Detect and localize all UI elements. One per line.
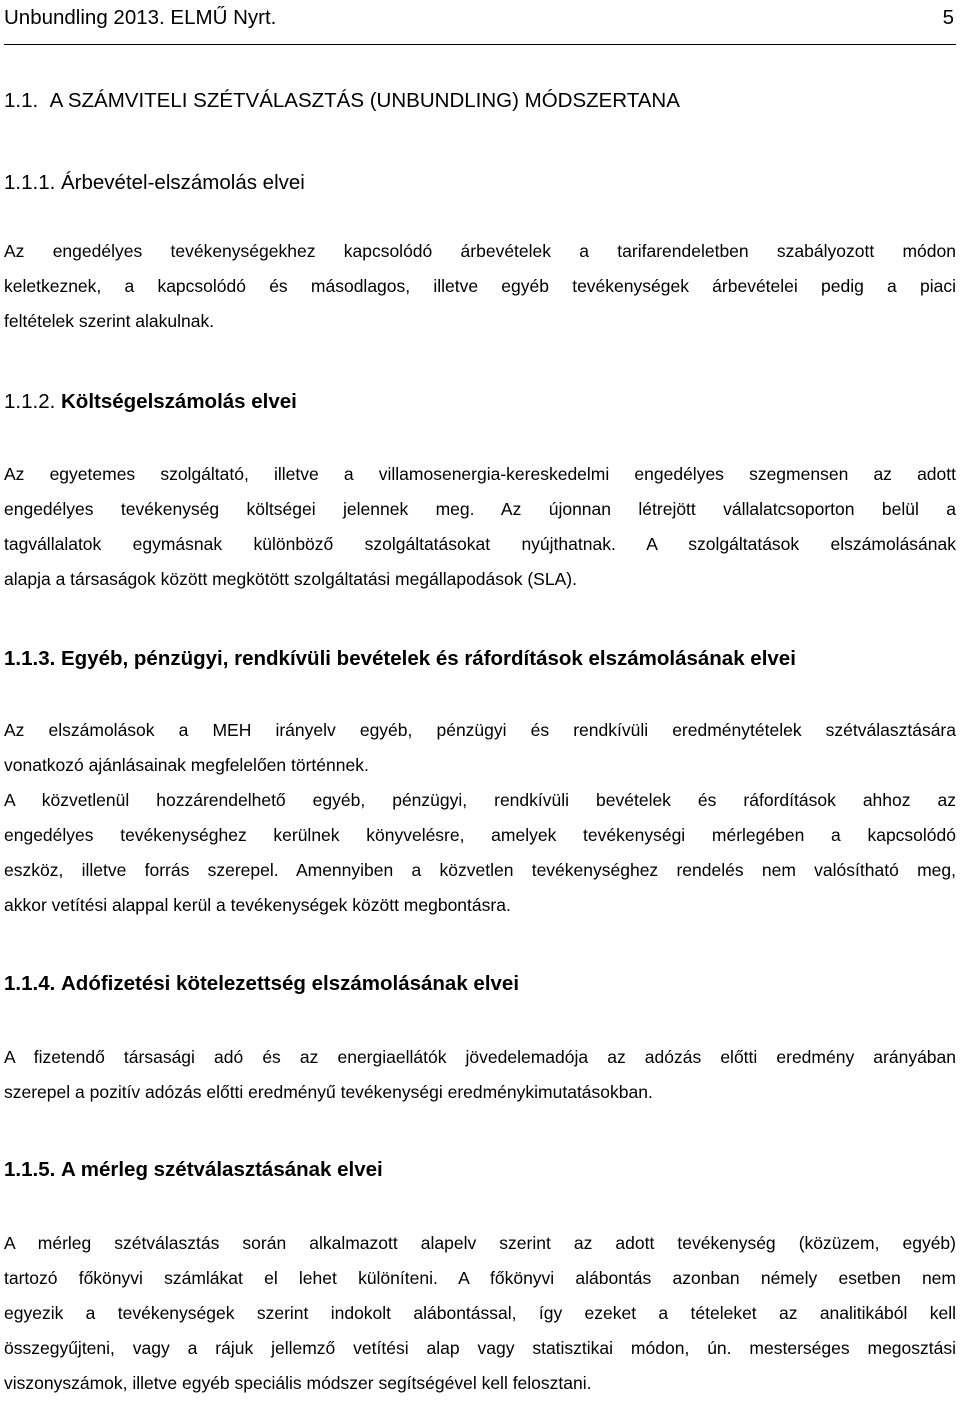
text-line: Az engedélyes tevékenységekhez kapcsolódó árbevételek a tarifarendeletben szabályozott módon <box>4 241 956 261</box>
text-line: viszonyszámok, illetve egyéb speciális módszer segítségével kell felosztani. <box>4 1373 592 1393</box>
subsection-number: 1.1.2. <box>4 390 56 413</box>
text-line: keletkeznek, a kapcsolódó és másodlagos, illetve egyéb tevékenységek árbevételei pedig a piaci <box>4 276 956 296</box>
section-heading <box>4 89 680 113</box>
text-line: alapja a társaságok között megkötött szolgáltatási megállapodások (SLA). <box>4 569 577 589</box>
paragraph-2 <box>4 460 956 600</box>
subsection-title: Adófizetési kötelezettség elszámolásának elvei <box>61 972 520 995</box>
text-line: szerepel a pozitív adózás előtti eredményű tevékenységi eredménykimutatásokban. <box>4 1082 653 1102</box>
text-line: tartozó főkönyvi számlákat el lehet különíteni. A főkönyvi alábontás azonban némely esetben nem <box>4 1268 956 1288</box>
subsection-heading-1 <box>4 171 305 195</box>
subsection-number: 1.1.5. <box>4 1158 56 1181</box>
header-title: Unbundling 2013. ELMŰ Nyrt. <box>4 6 277 29</box>
text-line: Az egyetemes szolgáltató, illetve a villamosenergia-kereskedelmi engedélyes szegmensen az adott <box>4 464 956 484</box>
subsection-heading-3 <box>4 647 796 671</box>
text-line: egyezik a tevékenységek szerint indokolt alábontással, így ezeket a tételeket az analitikából kell <box>4 1303 956 1323</box>
paragraph-5 <box>4 1229 956 1404</box>
page-header <box>4 4 956 45</box>
subsection-title: A mérleg szétválasztásának elvei <box>61 1158 383 1181</box>
text-line: A közvetlenül hozzárendelhető egyéb, pénzügyi, rendkívüli bevételek és ráfordítások ahhoz az <box>4 790 956 810</box>
text-line: tagvállalatok egymásnak különböző szolgáltatásokat nyújthatnak. A szolgáltatások elszámolásának <box>4 534 956 554</box>
subsection-number: 1.1.4. <box>4 972 56 995</box>
text-line: feltételek szerint alakulnak. <box>4 311 215 331</box>
subsection-title: Árbevétel-elszámolás elvei <box>61 171 305 194</box>
text-line: A mérleg szétválasztás során alkalmazott alapelv szerint az adott tevékenység (közüzem, egyéb) <box>4 1233 956 1253</box>
text-line: összegyűjteni, vagy a rájuk jellemző vetítési alap vagy statisztikai módon, ún. mesterséges megosztási <box>4 1338 956 1358</box>
subsection-number: 1.1.1. <box>4 171 56 194</box>
text-line: A fizetendő társasági adó és az energiaellátók jövedelemadója az adózás előtti eredmény arányában <box>4 1047 956 1067</box>
paragraph-1 <box>4 237 956 342</box>
text-line: vonatkozó ajánlásainak megfelelően történnek. <box>4 755 369 775</box>
text-line: akkor vetítési alappal kerül a tevékenységek között megbontásra. <box>4 895 511 915</box>
subsection-heading-2 <box>4 390 297 414</box>
paragraph-3 <box>4 716 956 926</box>
subsection-title: Egyéb, pénzügyi, rendkívüli bevételek és ráfordítások elszámolásának elvei <box>61 647 796 670</box>
subsection-heading-4 <box>4 972 519 996</box>
section-number: 1.1. <box>4 89 39 112</box>
page-number: 5 <box>942 6 954 29</box>
subsection-heading-5 <box>4 1158 383 1182</box>
text-line: Az elszámolások a MEH irányelv egyéb, pénzügyi és rendkívüli eredménytételek szétválasztására <box>4 720 956 740</box>
section-title: A SZÁMVITELI SZÉTVÁLASZTÁS (UNBUNDLING) MÓDSZERTANA <box>49 89 680 112</box>
text-line: eszköz, illetve forrás szerepel. Amennyiben a közvetlen tevékenységhez rendelés nem valósítható meg, <box>4 860 956 880</box>
subsection-number: 1.1.3. <box>4 647 56 670</box>
paragraph-4 <box>4 1043 956 1113</box>
text-line: engedélyes tevékenységhez kerülnek könyvelésre, amelyek tevékenységi mérlegében a kapcsolódó <box>4 825 956 845</box>
subsection-title: Költségelszámolás elvei <box>61 390 297 413</box>
text-line: engedélyes tevékenység költségei jelennek meg. Az újonnan létrejött vállalatcsoporton belül a <box>4 499 956 519</box>
